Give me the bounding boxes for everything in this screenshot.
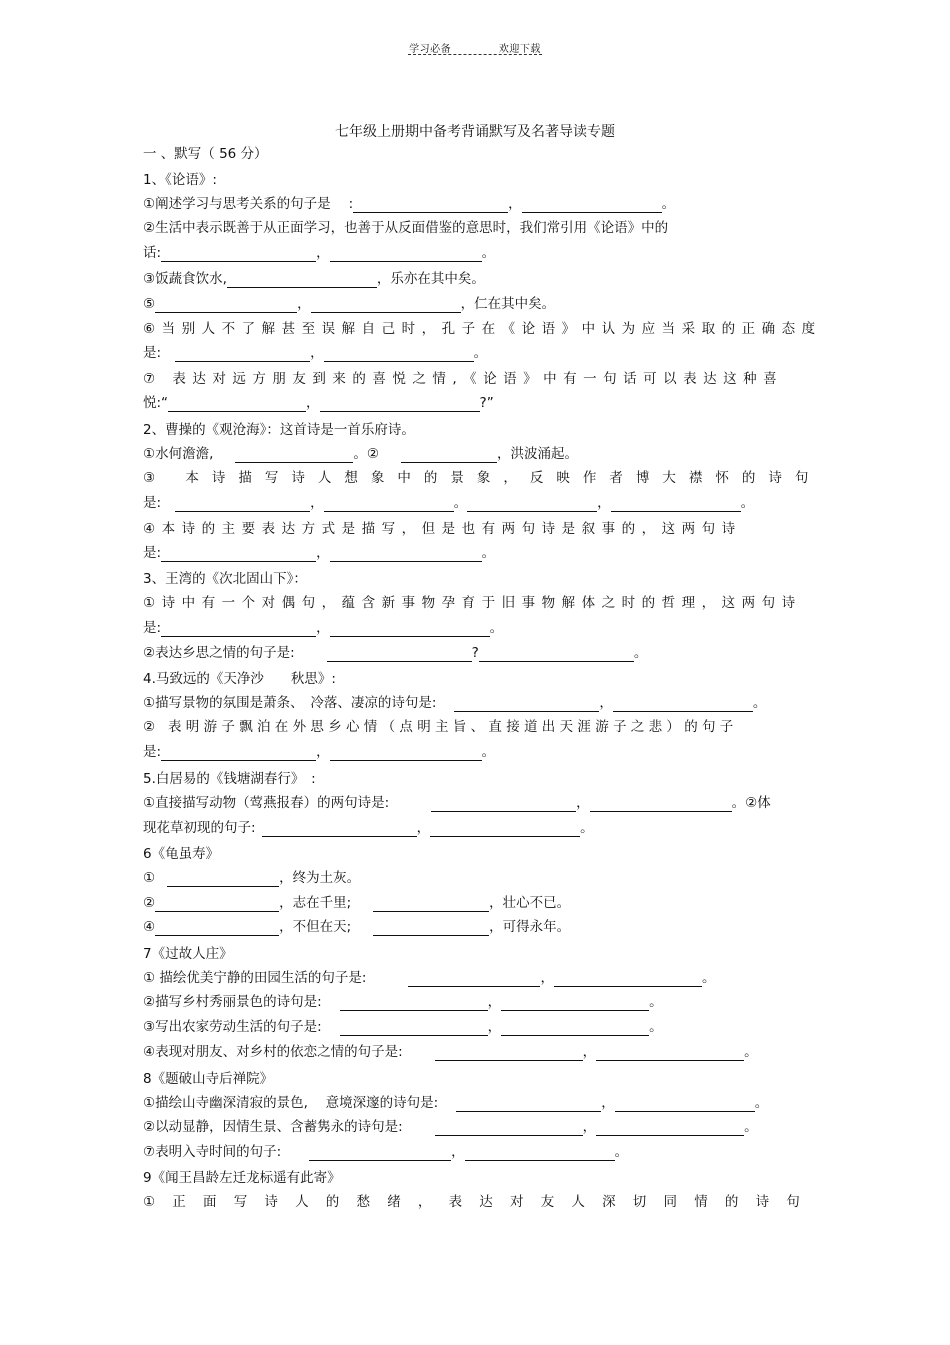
q3-heading: 3、王湾的《次北固山下》：: [143, 571, 307, 587]
blank-input[interactable]: [590, 796, 732, 812]
blank-input[interactable]: [161, 745, 316, 761]
q2-c1: ④本诗的主要表达方式是描写，但是也有两句诗是叙事的，这两句诗: [143, 521, 742, 537]
q1-a: ①阐述学习与思考关系的句子是 : ， 。: [143, 196, 676, 212]
blank-input[interactable]: [309, 1145, 451, 1161]
q1-f2: 悦:“ ， ?”: [143, 395, 494, 411]
blank-input[interactable]: [340, 995, 488, 1011]
blank-input[interactable]: [175, 346, 310, 362]
blank-input[interactable]: [235, 447, 353, 463]
blank-input[interactable]: [373, 896, 489, 912]
q9-a: ①正面写诗人的愁绪，表达对友人深切同情的诗句: [143, 1194, 818, 1210]
header-rule: [408, 54, 542, 55]
blank-input[interactable]: [320, 396, 480, 412]
q8-a: ①描绘山寺幽深清寂的景色, 意境深邃的诗句是: ， 。: [143, 1095, 769, 1111]
q7-c: ③写出农家劳动生活的句子是: ， 。: [143, 1019, 663, 1035]
blank-input[interactable]: [465, 1145, 615, 1161]
q8-heading: 8《题破山寺后禅院》: [143, 1071, 274, 1087]
blank-input[interactable]: [479, 646, 634, 662]
blank-input[interactable]: [311, 297, 461, 313]
blank-input[interactable]: [454, 696, 599, 712]
blank-input[interactable]: [501, 1020, 649, 1036]
blank-input[interactable]: [353, 197, 508, 213]
q5-heading: 5.白居易的《钱塘湖春行》 :: [143, 771, 316, 787]
blank-input[interactable]: [596, 1045, 744, 1061]
q9-heading: 9《闻王昌龄左迁龙标遥有此寄》: [143, 1170, 341, 1186]
q6-heading: 6《龟虽寿》: [143, 846, 220, 862]
q1-d: ⑤ ， ，仁在其中矣。: [143, 296, 556, 312]
q1-b1: ②生活中表示既善于从正面学习，也善于从反面借鉴的意思时，我们常引用《论语》中的: [143, 220, 669, 236]
blank-input[interactable]: [467, 496, 597, 512]
q1-e1: ⑥当别人不了解甚至误解自己时，孔子在《论语》中认为应当采取的正确态度: [143, 321, 822, 337]
blank-input[interactable]: [161, 546, 316, 562]
blank-input[interactable]: [262, 821, 417, 837]
q2-c2: 是: ， 。: [143, 545, 496, 561]
q7-b: ②描写乡村秀丽景色的诗句是: ， 。: [143, 994, 663, 1010]
q2-a: ①水何澹澹, 。② ，洪波涌起。: [143, 446, 579, 462]
q4-a: ①描写景物的氛围是萧条、 冷落、凄凉的诗句是: ， 。: [143, 695, 767, 711]
blank-input[interactable]: [161, 246, 316, 262]
blank-input[interactable]: [430, 821, 580, 837]
q1-c: ③饭蔬食饮水, ，乐亦在其中矣。: [143, 271, 485, 287]
q7-a: ① 描绘优美宁静的田园生活的句子是: ， 。: [143, 970, 716, 986]
blank-input[interactable]: [155, 920, 279, 936]
q1-e2: 是: ， 。: [143, 345, 488, 361]
blank-input[interactable]: [155, 896, 279, 912]
blank-input[interactable]: [596, 1120, 744, 1136]
q8-b: ②以动显静，因情生景、含蓄隽永的诗句是: ， 。: [143, 1119, 758, 1135]
blank-input[interactable]: [161, 621, 316, 637]
blank-input[interactable]: [330, 246, 482, 262]
blank-input[interactable]: [327, 646, 472, 662]
blank-input[interactable]: [401, 447, 497, 463]
blank-input[interactable]: [330, 546, 482, 562]
blank-input[interactable]: [175, 496, 310, 512]
q2-b2: 是: ， 。 ， 。: [143, 495, 755, 511]
blank-input[interactable]: [613, 696, 753, 712]
blank-input[interactable]: [324, 346, 474, 362]
blank-input[interactable]: [155, 297, 297, 313]
q4-b2: 是: ， 。: [143, 744, 496, 760]
blank-input[interactable]: [431, 796, 576, 812]
section-heading: 一 、默写（ 56 分）: [143, 146, 268, 162]
blank-input[interactable]: [611, 496, 741, 512]
q2-heading: 2、曹操的《观沧海》：这首诗是一首乐府诗。: [143, 422, 415, 438]
q5-b: 现花草初现的句子: ， 。: [143, 820, 594, 836]
blank-input[interactable]: [340, 1020, 488, 1036]
blank-input[interactable]: [373, 920, 489, 936]
q6-b: ② ，志在千里; ，壮心不已。: [143, 895, 571, 911]
blank-input[interactable]: [435, 1045, 583, 1061]
blank-input[interactable]: [227, 272, 377, 288]
blank-input[interactable]: [168, 396, 306, 412]
blank-input[interactable]: [324, 496, 454, 512]
q6-c: ④ ，不但在天; ，可得永年。: [143, 919, 571, 935]
blank-input[interactable]: [456, 1096, 601, 1112]
page-header: [0, 40, 950, 55]
blank-input[interactable]: [408, 971, 540, 987]
q4-heading: 4.马致远的《天净沙 秋思》:: [143, 671, 336, 687]
blank-input[interactable]: [554, 971, 702, 987]
document-title: 七年级上册期中备考背诵默写及名著导读专题: [335, 124, 615, 140]
q6-a: ① ，终为土灰。: [143, 870, 361, 886]
blank-input[interactable]: [330, 621, 490, 637]
q7-heading: 7《过故人庄》: [143, 946, 233, 962]
q1-f1: ⑦ 表达对远方朋友到来的喜悦之情,《论语》中有一句话可以表达这种喜: [143, 371, 784, 387]
blank-input[interactable]: [167, 871, 279, 887]
header-right: 欢迎下载: [498, 44, 541, 55]
q7-d: ④表现对朋友、对乡村的依恋之情的句子是: ， 。: [143, 1044, 758, 1060]
q4-b1: ② 表明游子飘泊在外思乡心情（点明主旨、直接道出天涯游子之悲）的句子: [143, 719, 738, 735]
blank-input[interactable]: [615, 1096, 755, 1112]
header-left: 学习必备: [409, 44, 452, 55]
q3-b: ②表达乡思之情的句子是: ? 。: [143, 645, 648, 661]
blank-input[interactable]: [501, 995, 649, 1011]
blank-input[interactable]: [435, 1120, 583, 1136]
blank-input[interactable]: [522, 197, 662, 213]
q3-a1: ①诗中有一个对偶句，蕴含新事物孕育于旧事物解体之时的哲理，这两句诗: [143, 595, 802, 611]
q8-c: ⑦表明入寺时间的句子: ， 。: [143, 1144, 629, 1160]
q3-a2: 是: ， 。: [143, 620, 504, 636]
blank-input[interactable]: [330, 745, 482, 761]
q1-heading: 1、《论语》:: [143, 172, 217, 188]
q2-b1: ③ 本诗描写诗人想象中的景象，反映作者博大襟怀的诗句: [143, 470, 822, 486]
q1-b2: 话: ， 。: [143, 245, 496, 261]
q5-a: ①直接描写动物（莺燕报春）的两句诗是: ， 。②体: [143, 795, 771, 811]
